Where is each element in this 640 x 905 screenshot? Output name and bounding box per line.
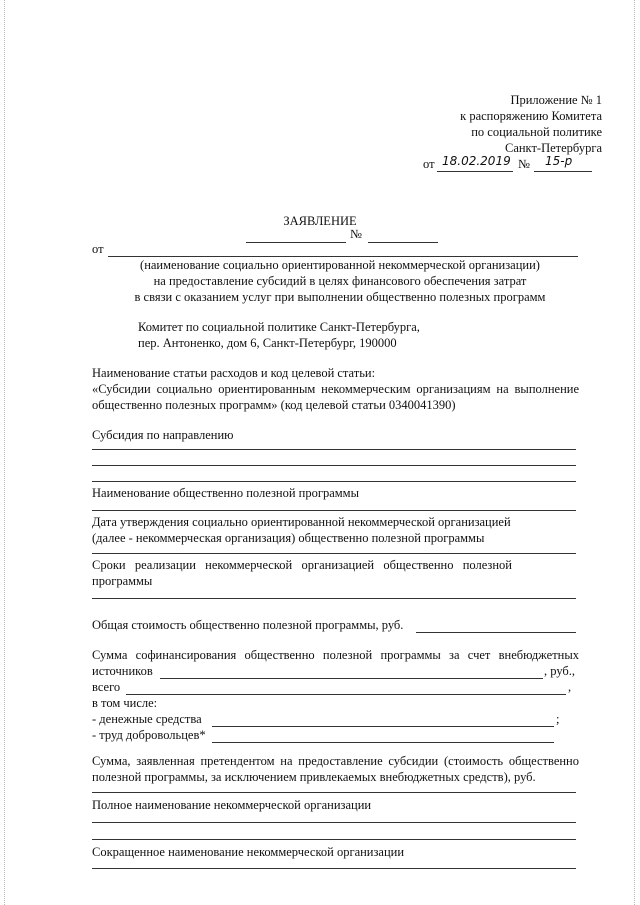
claimed-line-1: Сумма, заявленная претендентом на предоставление субсидии (стоимость общественно <box>92 754 579 768</box>
title-blank-1 <box>246 242 346 243</box>
money-suffix: ; <box>556 712 560 726</box>
approval-line-1: Дата утверждения социально ориентированной некоммерческой организацией <box>92 515 511 529</box>
full-name-line-2 <box>92 839 576 840</box>
expense-heading: Наименование статьи расходов и код целевой статьи: <box>92 366 376 380</box>
full-name-label: Полное наименование некоммерческой организации <box>92 798 372 812</box>
terms-line-2: программы <box>92 574 153 588</box>
total-cost-line <box>416 632 576 633</box>
claimed-line <box>92 792 576 793</box>
scan-edge-left <box>4 0 5 905</box>
addressee-line-2: пер. Антоненко, дом 6, Санкт-Петербург, 190000 <box>138 336 397 350</box>
cofin-sources-label: источников <box>92 664 153 678</box>
approval-line-2: (далее - некоммерческая организация) общественно полезной программы <box>92 531 485 545</box>
cofin-rub-suffix: , руб., <box>544 664 576 678</box>
terms-line <box>92 598 576 599</box>
approval-line <box>92 553 576 554</box>
cofin-total-suffix: , <box>568 680 572 694</box>
expense-line-1: «Субсидии социально ориентированным некоммерческим организациям на выполнение <box>92 382 579 396</box>
purpose-line-2: в связи с оказанием услуг при выполнении общественно полезных программ <box>134 290 546 304</box>
org-caption: (наименование социально ориентированной некоммерческой организации) <box>140 258 540 272</box>
date-underline <box>437 171 513 172</box>
cofin-total-line <box>126 694 566 695</box>
subsidy-line-3 <box>92 481 576 482</box>
org-name-line <box>108 256 578 257</box>
appendix-order: к распоряжению Комитета <box>460 109 602 123</box>
scan-edge-right <box>634 0 635 905</box>
subsidy-direction-label: Субсидия по направлению <box>92 428 234 442</box>
purpose-line-1: на предоставление субсидий в целях финансового обеспечения затрат <box>153 274 527 288</box>
full-name-line-1 <box>92 822 576 823</box>
cofin-line-1: Сумма софинансирования общественно полезной программы за счет внебюджетных <box>92 648 579 662</box>
including-label: в том числе: <box>92 696 158 710</box>
subsidy-line-1 <box>92 449 576 450</box>
money-line <box>212 726 554 727</box>
program-name-label: Наименование общественно полезной программы <box>92 486 359 500</box>
date-prefix: от <box>423 157 435 171</box>
money-label: - денежные средства <box>92 712 202 726</box>
document-title: ЗАЯВЛЕНИЕ <box>283 214 357 228</box>
handwritten-number: 15-р <box>545 154 573 168</box>
program-name-line <box>92 510 576 511</box>
subsidy-line-2 <box>92 465 576 466</box>
total-cost-label: Общая стоимость общественно полезной программы, руб. <box>92 618 404 632</box>
appendix-city: Санкт-Петербурга <box>504 141 602 155</box>
number-prefix: № <box>518 157 530 171</box>
appendix-committee: по социальной политике <box>471 125 602 139</box>
handwritten-date: 18.02.2019 <box>442 154 511 168</box>
short-name-line <box>92 868 576 869</box>
cofin-total-label: всего <box>92 680 121 694</box>
addressee-line-1: Комитет по социальной политике Санкт-Петербурга, <box>138 320 420 334</box>
title-blank-2 <box>368 242 438 243</box>
volunteer-line <box>212 742 554 743</box>
claimed-line-2: полезной программы, за исключением привлекаемых внебюджетных средств), руб. <box>92 770 536 784</box>
volunteer-label: - труд добровольцев* <box>92 728 206 742</box>
title-number-sign: № <box>350 227 362 241</box>
cofin-sources-line <box>160 678 543 679</box>
terms-line-1: Сроки реализации некоммерческой организацией общественно полезной <box>92 558 512 572</box>
appendix-number: Приложение № 1 <box>510 93 602 107</box>
from-label: от <box>92 242 104 256</box>
number-underline <box>534 171 592 172</box>
short-name-label: Сокращенное наименование некоммерческой организации <box>92 845 405 859</box>
expense-line-2: общественно полезных программ» (код целевой статьи 0340041390) <box>92 398 456 412</box>
